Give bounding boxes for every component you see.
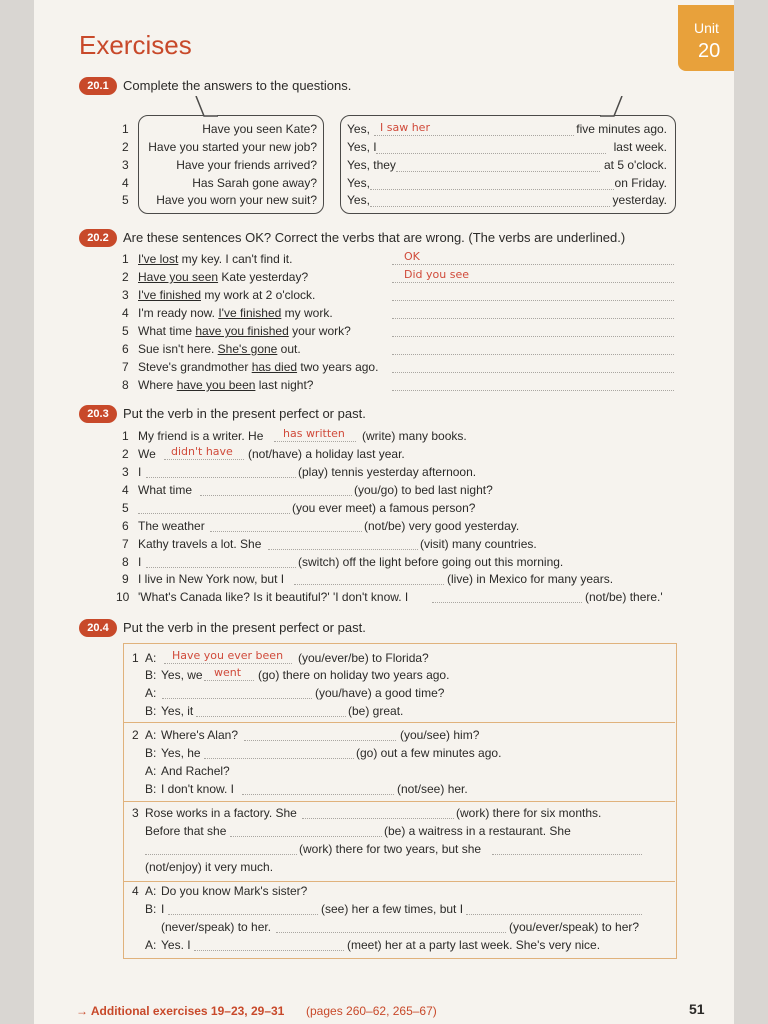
answer-blank[interactable] <box>274 441 356 442</box>
item-number: 8 <box>122 555 129 569</box>
item-number: 5 <box>122 193 129 207</box>
answer-blank[interactable] <box>230 836 382 837</box>
item-text: (you/ever/be) to Florida? <box>298 651 429 665</box>
answer-start: Yes, they <box>347 158 396 172</box>
example-answer: I saw her <box>380 121 430 134</box>
item-text: Yes, it <box>161 704 194 718</box>
answer-blank[interactable] <box>204 680 254 681</box>
speaker-label: B: <box>145 902 157 916</box>
item-text: We <box>138 447 156 461</box>
exercise-instruction: Put the verb in the present perfect or past. <box>123 406 366 421</box>
example-answer: didn't have <box>171 445 233 458</box>
unit-number: 20 <box>698 40 721 62</box>
item-text: I <box>161 902 165 916</box>
item-number: 6 <box>122 342 129 356</box>
example-answer: went <box>214 666 242 679</box>
answer-blank[interactable] <box>294 584 444 585</box>
item-text: (you/ever/speak) to her? <box>509 920 640 934</box>
answer-end: at 5 o'clock. <box>604 158 667 172</box>
workbook-page <box>34 0 734 1024</box>
answer-blank[interactable] <box>242 794 394 795</box>
item-text: (not/see) her. <box>397 782 468 796</box>
item-text: Where's Alan? <box>161 728 238 742</box>
example-answer: Have you ever been <box>172 649 284 662</box>
sentence: I've lost my key. I can't find it. <box>138 252 293 266</box>
item-number: 5 <box>122 324 129 338</box>
example-answer: Did you see <box>404 268 469 281</box>
answer-blank[interactable] <box>210 531 362 532</box>
item-number: 2 <box>132 728 139 742</box>
item-number: 1 <box>122 252 129 266</box>
speaker-label: B: <box>145 704 157 718</box>
item-text: (go) out a few minutes ago. <box>356 746 502 760</box>
item-text: My friend is a writer. He <box>138 429 264 443</box>
answer-end: five minutes ago. <box>576 122 667 136</box>
item-number: 7 <box>122 537 129 551</box>
item-number: 5 <box>122 501 129 515</box>
answer-start: Yes, <box>347 193 370 207</box>
speaker-label: A: <box>145 764 157 778</box>
item-number: 10 <box>116 590 130 604</box>
answer-blank[interactable] <box>204 758 354 759</box>
item-text: Do you know Mark's sister? <box>161 884 308 898</box>
item-text: I <box>138 465 142 479</box>
item-text: (visit) many countries. <box>420 537 537 551</box>
answer-blank[interactable] <box>492 854 642 855</box>
item-number: 3 <box>122 465 129 479</box>
answer-blank[interactable] <box>376 153 606 154</box>
speaker-label: B: <box>145 668 157 682</box>
question-text: Has Sarah gone away? <box>192 176 317 190</box>
exercise-badge: 20.2 <box>79 229 117 247</box>
answer-end: on Friday. <box>614 176 667 190</box>
item-number: 6 <box>122 519 129 533</box>
answer-blank[interactable] <box>392 318 674 319</box>
answer-blank[interactable] <box>392 336 674 337</box>
item-text: (live) in Mexico for many years. <box>447 572 614 586</box>
item-text: (you ever meet) a famous person? <box>292 501 476 515</box>
item-text: And Rachel? <box>161 764 230 778</box>
additional-exercises-pages: (pages 260–62, 265–67) <box>306 1004 437 1018</box>
sentence: Have you seen Kate yesterday? <box>138 270 309 284</box>
item-text: Before that she <box>145 824 227 838</box>
item-text: (you/go) to bed last night? <box>354 483 493 497</box>
sentence: Where have you been last night? <box>138 378 314 392</box>
bubble-tail <box>194 96 224 118</box>
item-number: 1 <box>122 429 129 443</box>
answer-blank[interactable] <box>146 477 296 478</box>
answer-blank[interactable] <box>396 171 600 172</box>
example-answer: OK <box>404 250 420 263</box>
answer-blank[interactable] <box>164 459 244 460</box>
item-number: 3 <box>132 806 139 820</box>
item-number: 1 <box>132 651 139 665</box>
answer-blank[interactable] <box>162 698 312 699</box>
item-text: (you/see) him? <box>400 728 480 742</box>
question-text: Have you started your new job? <box>148 140 317 154</box>
example-answer: has written <box>283 427 345 440</box>
speaker-label: B: <box>145 746 157 760</box>
item-text: I live in New York now, but I <box>138 572 285 586</box>
item-number: 2 <box>122 140 129 154</box>
answer-end: last week. <box>613 140 667 154</box>
item-text: I <box>138 555 142 569</box>
answer-blank[interactable] <box>276 932 506 933</box>
item-text: (be) great. <box>348 704 404 718</box>
speaker-label: A: <box>145 686 157 700</box>
answer-start: Yes, I <box>347 140 377 154</box>
answer-start: Yes, <box>347 122 370 136</box>
page-title: Exercises <box>79 30 192 60</box>
item-text: (go) there on holiday two years ago. <box>258 668 450 682</box>
item-text: Rose works in a factory. She <box>145 806 297 820</box>
item-text: (write) many books. <box>362 429 467 443</box>
answer-blank[interactable] <box>370 206 610 207</box>
divider <box>123 722 675 723</box>
answer-blank[interactable] <box>138 513 290 514</box>
page-number: 51 <box>689 1001 705 1017</box>
item-number: 2 <box>122 270 129 284</box>
unit-label: Unit <box>694 20 719 36</box>
item-text: (not/be) very good yesterday. <box>364 519 520 533</box>
answer-end: yesterday. <box>612 193 667 207</box>
answer-blank[interactable] <box>392 300 674 301</box>
answer-blank[interactable] <box>392 264 674 265</box>
divider <box>123 881 675 882</box>
sentence: What time have you finished your work? <box>138 324 351 338</box>
item-text: Yes, he <box>161 746 201 760</box>
exercise-badge: 20.4 <box>79 619 117 637</box>
item-text: (you/have) a good time? <box>315 686 445 700</box>
answer-blank[interactable] <box>168 914 318 915</box>
item-text: (meet) her at a party last week. She's very nice. <box>347 938 601 952</box>
item-number: 3 <box>122 158 129 172</box>
item-text: (not/enjoy) it very much. <box>145 860 274 874</box>
speaker-label: A: <box>145 651 157 665</box>
answer-blank[interactable] <box>196 716 346 717</box>
answer-blank[interactable] <box>146 567 296 568</box>
answer-blank[interactable] <box>392 282 674 283</box>
item-number: 2 <box>122 447 129 461</box>
exercise-badge: 20.3 <box>79 405 117 423</box>
exercise-instruction: Put the verb in the present perfect or past. <box>123 620 366 635</box>
item-number: 8 <box>122 378 129 392</box>
item-number: 1 <box>122 122 129 136</box>
item-text: (work) there for two years, but she <box>299 842 482 856</box>
answer-blank[interactable] <box>194 950 344 951</box>
item-text: (not/have) a holiday last year. <box>248 447 405 461</box>
answer-blank[interactable] <box>370 189 614 190</box>
answer-start: Yes, <box>347 176 370 190</box>
item-number: 9 <box>122 572 129 586</box>
answer-blank[interactable] <box>244 740 396 741</box>
item-number: 4 <box>122 176 129 190</box>
sentence: I'm ready now. I've finished my work. <box>138 306 333 320</box>
item-text: (play) tennis yesterday afternoon. <box>298 465 477 479</box>
item-text: (see) her a few times, but I <box>321 902 464 916</box>
item-number: 4 <box>122 483 129 497</box>
speaker-label: B: <box>145 782 157 796</box>
additional-exercises-link[interactable]: → Additional exercises 19–23, 29–31 <box>76 1004 285 1018</box>
item-text: (work) there for six months. <box>456 806 602 820</box>
answer-blank[interactable] <box>302 818 454 819</box>
exercise-badge: 20.1 <box>79 77 117 95</box>
speaker-label: A: <box>145 728 157 742</box>
sentence: Sue isn't here. She's gone out. <box>138 342 301 356</box>
answer-blank[interactable] <box>374 135 574 136</box>
answer-blank[interactable] <box>392 354 674 355</box>
item-number: 7 <box>122 360 129 374</box>
exercise-instruction: Are these sentences OK? Correct the verbs that are wrong. (The verbs are underlined.) <box>123 230 626 245</box>
bubble-tail <box>600 96 630 118</box>
item-text: The weather <box>138 519 205 533</box>
item-text: (not/be) there.' <box>585 590 663 604</box>
item-number: 4 <box>132 884 139 898</box>
item-text: (never/speak) to her. <box>161 920 272 934</box>
answer-blank[interactable] <box>164 663 292 664</box>
question-text: Have your friends arrived? <box>176 158 317 172</box>
answer-blank[interactable] <box>432 602 582 603</box>
speaker-label: A: <box>145 884 157 898</box>
answer-blank[interactable] <box>392 372 674 373</box>
item-text: I don't know. I <box>161 782 235 796</box>
question-text: Have you worn your new suit? <box>156 193 317 207</box>
speaker-label: A: <box>145 938 157 952</box>
answer-blank[interactable] <box>145 854 297 855</box>
item-text: Kathy travels a lot. She <box>138 537 262 551</box>
item-text: 'What's Canada like? Is it beautiful?' 'I don't know. I <box>138 590 409 604</box>
answer-blank[interactable] <box>392 390 674 391</box>
item-text: What time <box>138 483 193 497</box>
item-text: Yes. I <box>161 938 191 952</box>
answer-blank[interactable] <box>466 914 642 915</box>
item-number: 4 <box>122 306 129 320</box>
sentence: I've finished my work at 2 o'clock. <box>138 288 316 302</box>
item-text: Yes, we <box>161 668 203 682</box>
answer-blank[interactable] <box>268 549 418 550</box>
exercise-instruction: Complete the answers to the questions. <box>123 78 352 93</box>
question-text: Have you seen Kate? <box>202 122 317 136</box>
item-number: 3 <box>122 288 129 302</box>
answer-blank[interactable] <box>200 495 352 496</box>
divider <box>123 801 675 802</box>
item-text: (be) a waitress in a restaurant. She <box>384 824 571 838</box>
sentence: Steve's grandmother has died two years ago. <box>138 360 379 374</box>
item-text: (switch) off the light before going out this morning. <box>298 555 564 569</box>
